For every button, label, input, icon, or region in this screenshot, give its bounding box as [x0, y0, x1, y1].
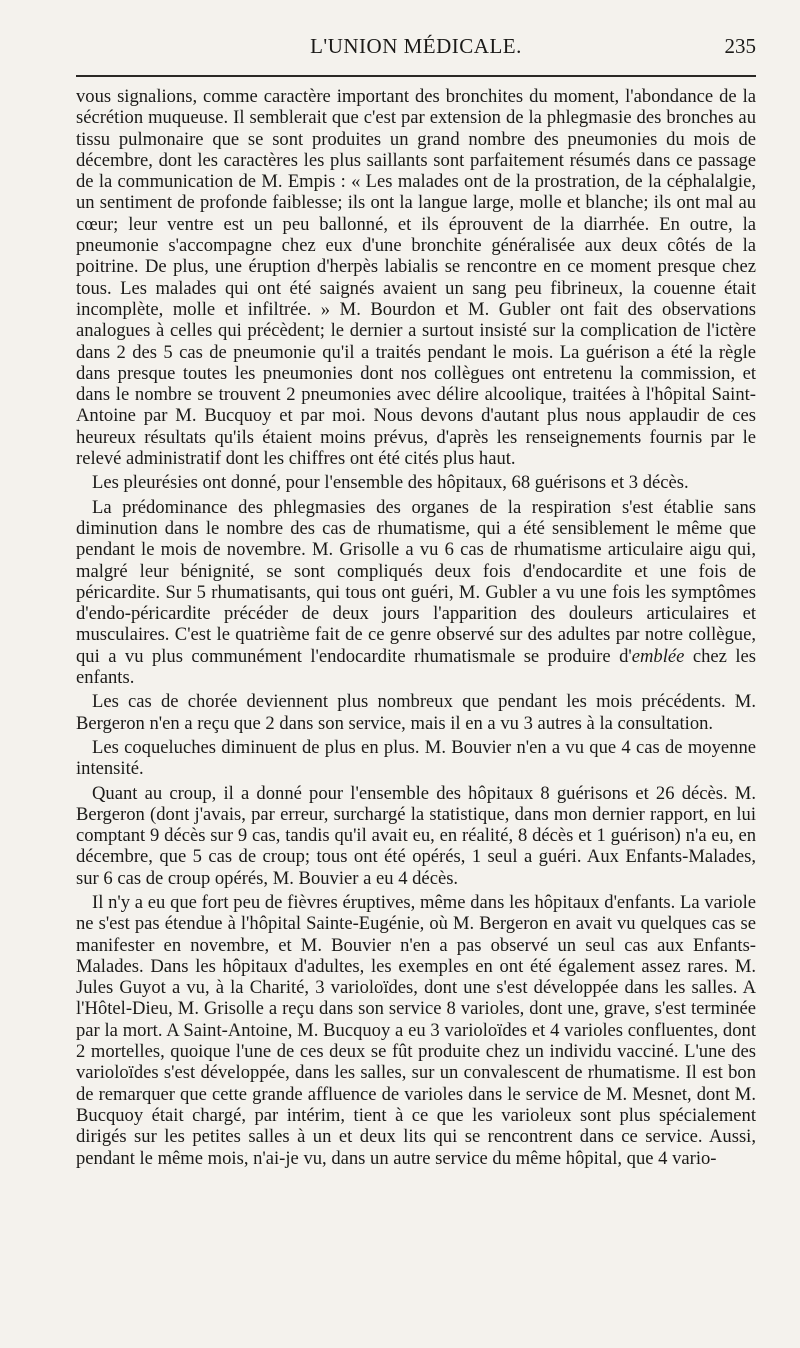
paragraph: Les cas de chorée deviennent plus nombreux que pendant les mois précédents. M. Bergeron n'en a reçu que 2 dans son service, mais il en a vu 3 autres à la consultation.	[76, 691, 756, 734]
paragraph: Il n'y a eu que fort peu de fièvres éruptives, même dans les hôpitaux d'enfants. La variole ne s'est pas étendue à l'hôpital Sainte-Eugénie, où M. Bergeron en avait vu quelques cas se manifester en novembre, et M. Bouvier n'en a pas observé un seul cas aux Enfants-Malades. Dans les hôpitaux d'adultes, les exemples en ont été également assez rares. M. Jules Guyot a vu, à la Charité, 3 varioloïdes, dont une s'est développée dans les salles. A l'Hôtel-Dieu, M. Grisolle a reçu dans son service 8 varioles, dont une, grave, s'est terminée par la mort. A Saint-Antoine, M. Bucquoy a eu 3 varioloïdes et 4 varioles confluentes, dont 2 mortelles, quoique l'une de ces deux se fût produite chez un individu vacciné. L'une des varioloïdes s'est développée, dans les salles, sur un convalescent de rhumatisme. Il est bon de remarquer que cette grande affluence de varioles dans le service de M. Mesnet, dont M. Bucquoy était chargé, par intérim, tient à ce que les varioleux sont plus spécialement dirigés sur les petites salles à un et deux lits qui se rencontrent dans ce service. Aussi, pendant le même mois, n'ai-je vu, dans un autre service du même hôpital, que 4 vario-	[76, 891, 756, 1169]
italic-term: emblée	[631, 645, 685, 667]
paragraph: vous signalions, comme caractère important des bronchites du moment, l'abondance de la sécrétion muqueuse. Il semblerait que c'est par extension de la phlegmasie des bronches au tissu pulmonaire que se sont produites un grand nombre des pneumonies du mois de décembre, dont les caractères les plus saillants sont parfaitement résumés dans ce passage de la communication de M. Empis : « Les malades ont de la prostration, de la céphalalgie, un sentiment de profonde faiblesse; ils ont la langue large, molle et blanche; ils ont mal au cœur; leur ventre est un peu ballonné, et ils éprouvent de la diarrhée. En outre, la pneumonie s'accompagne chez eux d'une bronchite généralisée aux deux côtés de la poitrine. De plus, une éruption d'herpès labialis se rencontre en ce moment presque chez tous. Les malades qui ont été saignés avaient un sang peu fibrineux, la couenne était incomplète, molle et infiltrée. » M. Bourdon et M. Gubler ont fait des observations analogues à celles qui précèdent; le dernier a surtout insisté sur la complication de l'ictère dans 2 des 5 cas de pneumonie qu'il a traités pendant le mois. La guérison a été la règle dans presque toutes les pneumonies dont nos collègues ont entretenu la commission, et dans le nombre se trouvent 2 pneumonies avec délire alcoolique, traitées à l'hôpital Saint-Antoine par M. Bucquoy et par moi. Nous devons d'autant plus nous applaudir de ces heureux résultats qu'ils étaient moins prévus, d'après les renseignements fournis par le relevé administratif dont les chiffres ont été cités plus haut.	[76, 86, 756, 470]
paragraph: Les pleurésies ont donné, pour l'ensemble des hôpitaux, 68 guérisons et 3 décès.	[92, 472, 689, 494]
page-number: 235	[724, 34, 756, 58]
paragraph	[76, 497, 756, 689]
header-rule	[76, 75, 756, 77]
paragraph-text: La prédominance des phlegmasies des organes de la respiration s'est établie sans diminution dans le nombre des cas de rhumatisme, qui a été sensiblement le même que pendant le mois de novembre. M. Grisolle a vu 6 cas de rhumatisme articulaire aigu qui, malgré leur bénignité, se sont compliqués deux fois d'endocardite et une fois de péricardite. Sur 5 rhumatisants, qui tous ont guéri, M. Gubler a vu une fois les symptômes d'endo-péricardite précéder de deux jours l'apparition des douleurs articulaires et musculaires. C'est le quatrième fait de ce genre observé sur des adultes par notre collègue, qui a vu plus communément l'endocardite rhumatismale se produire d'	[76, 496, 756, 667]
running-title: L'UNION MÉDICALE.	[310, 34, 522, 58]
page-header	[76, 34, 756, 74]
paragraph-tail: chez les enfants.	[76, 645, 756, 689]
paragraph: Quant au croup, il a donné pour l'ensemble des hôpitaux 8 guérisons et 26 décès. M. Bergeron (dont j'avais, par erreur, surchargé la statistique, dans mon dernier rapport, en lui comptant 9 décès sur 9 cas, tandis qu'il avait eu, en réalité, 8 décès et 1 guérison) n'a eu, en décembre, que 5 cas de croup; tous ont été opérés, 1 seul a guéri. Aux Enfants-Malades, sur 6 cas de croup opérés, M. Bouvier a eu 4 décès.	[76, 782, 756, 889]
paragraph: Les coqueluches diminuent de plus en plus. M. Bouvier n'en a vu que 4 cas de moyenne intensité.	[76, 736, 756, 780]
body-text	[76, 86, 756, 1172]
